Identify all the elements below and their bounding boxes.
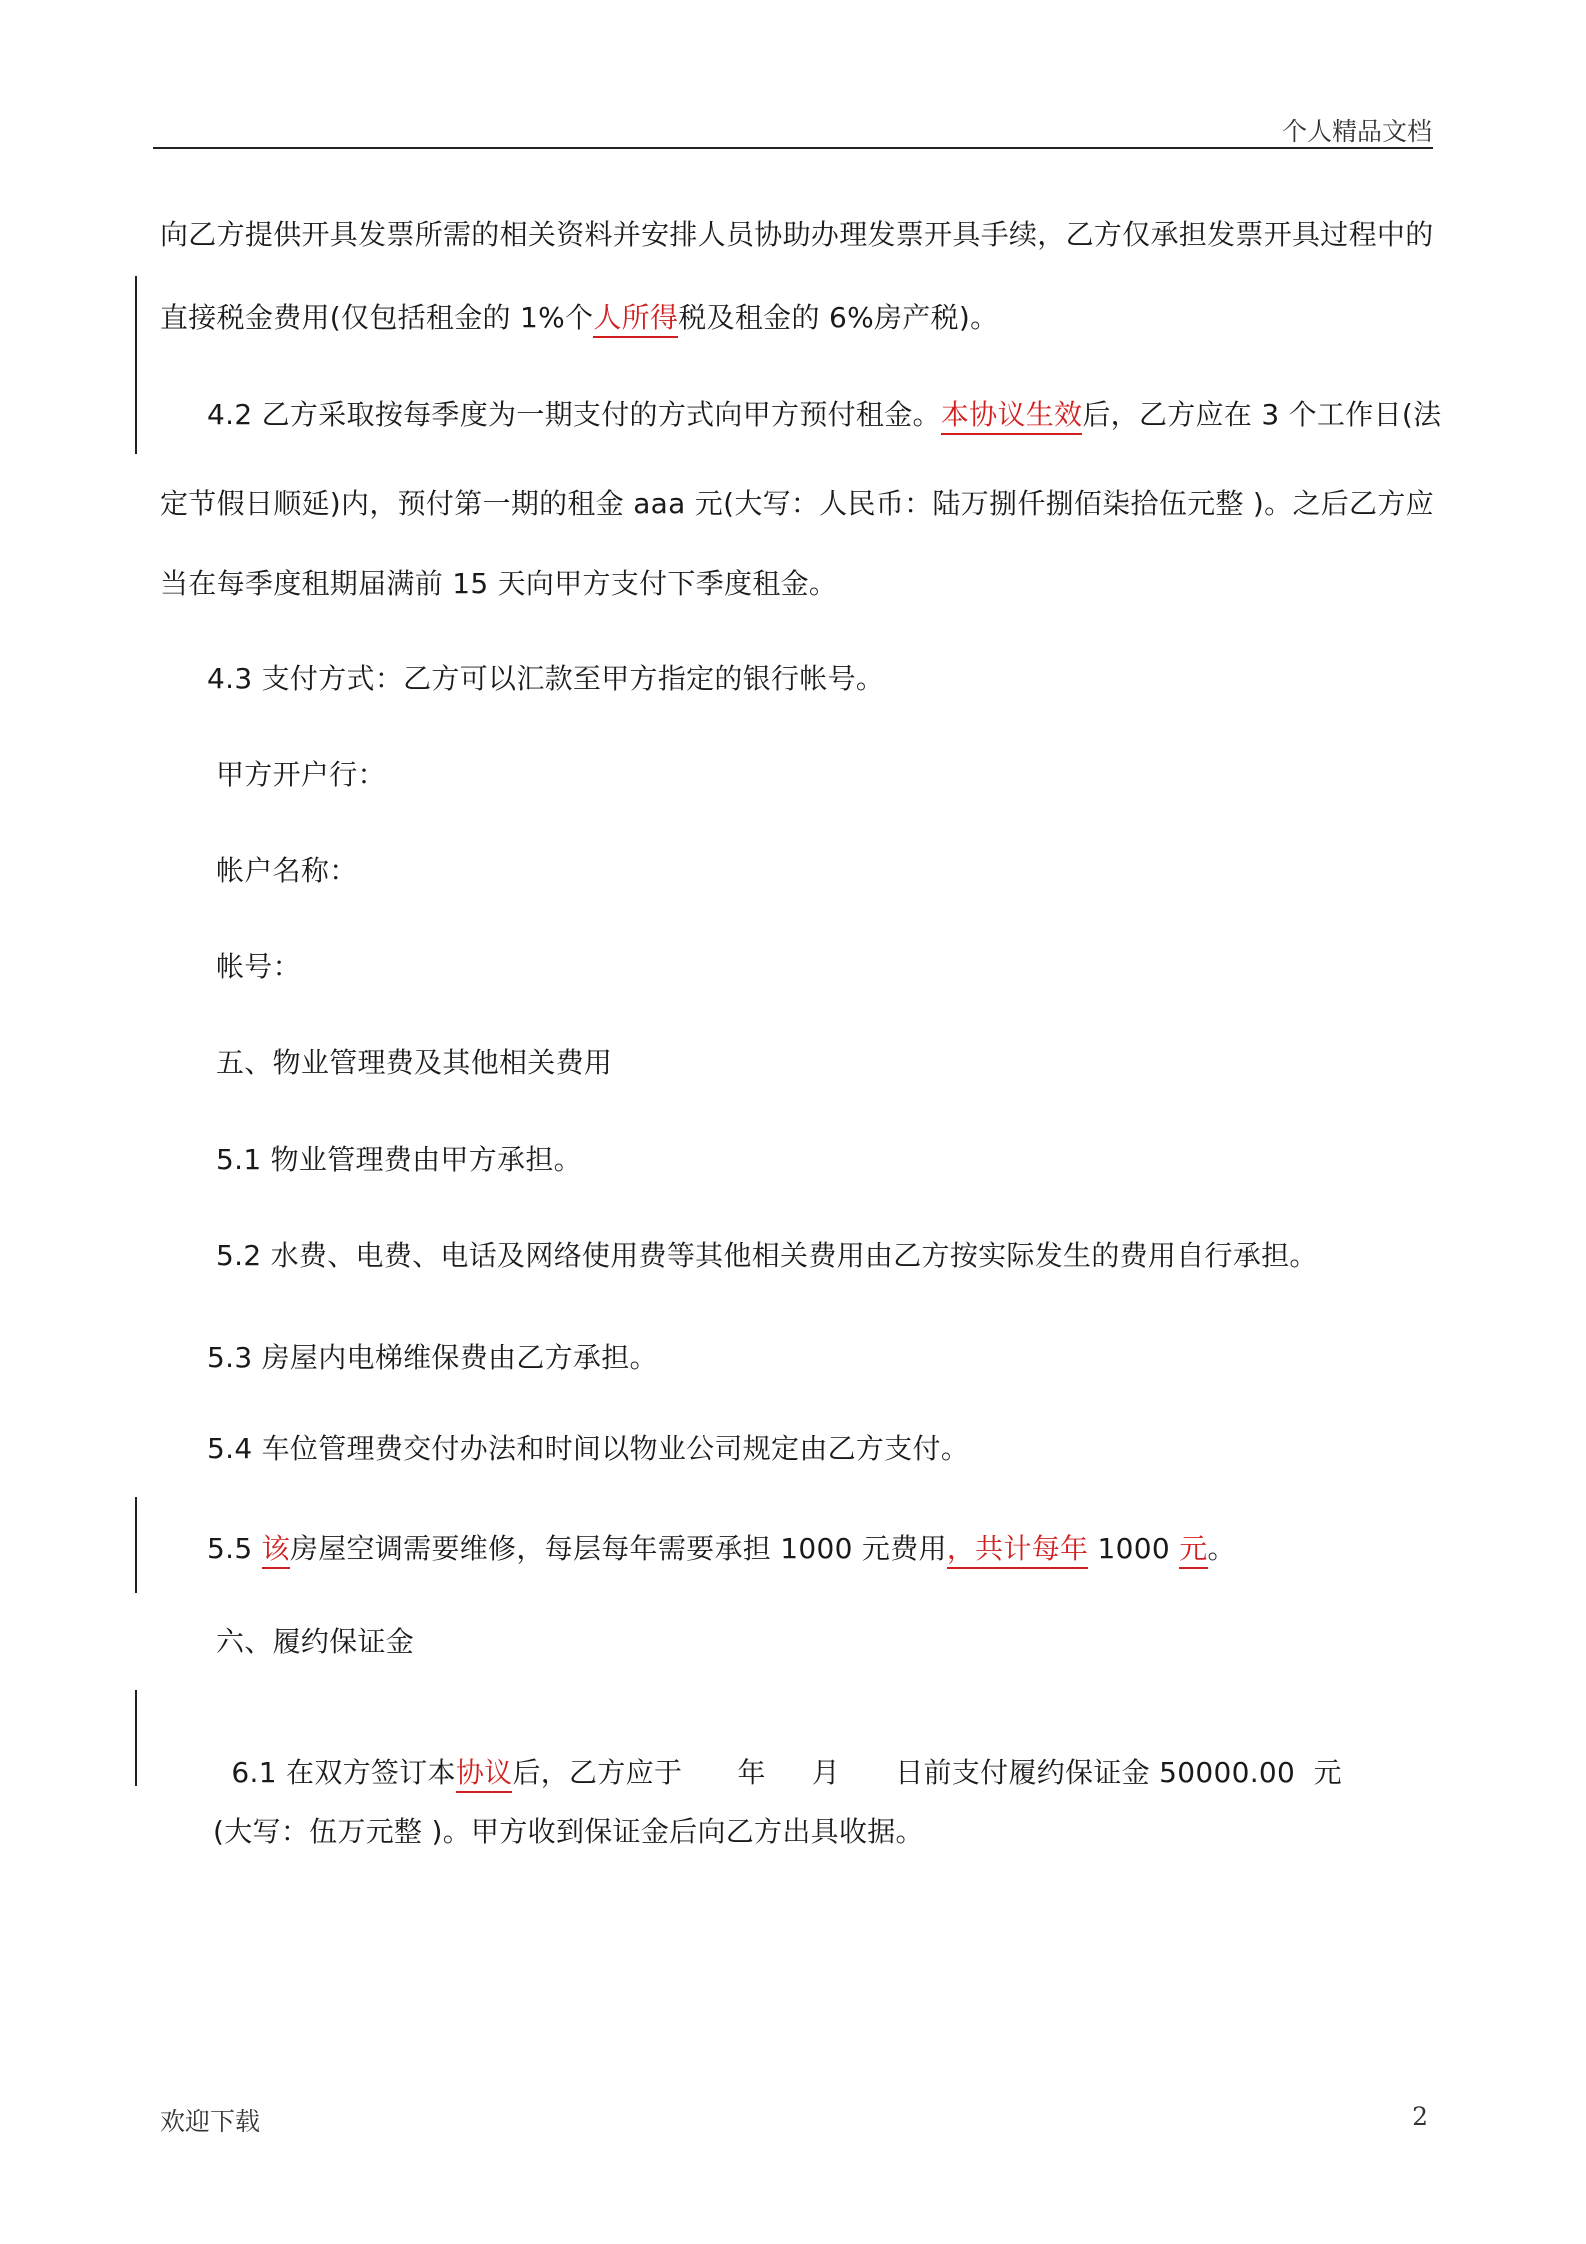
paragraph-line: 4.2 乙方采取按每季度为一期支付的方式向甲方预付租金。本协议生效后，乙方应在 3 个工作日(法 — [207, 393, 1441, 433]
paragraph-line: 向乙方提供开具发票所需的相关资料并安排人员协助办理发票开具手续，乙方仅承担发票开具过程中的 — [160, 218, 1434, 251]
revision-bar — [135, 276, 137, 454]
revision-insert: 元 — [1179, 1532, 1207, 1569]
paragraph-line: 直接税金费用(仅包括租金的 1%个人所得税及租金的 6%房产税)。 — [160, 296, 998, 336]
revision-insert: 该 — [262, 1532, 290, 1569]
bank-name-label: 甲方开户行： — [216, 758, 386, 791]
revision-insert: ，共计每年 — [947, 1532, 1089, 1569]
paragraph-line: 当在每季度租期届满前 15 天向甲方支付下季度租金。 — [160, 567, 838, 600]
footer-text: 欢迎下载 — [160, 2107, 261, 2136]
revision-insert: 协议 — [456, 1756, 513, 1793]
account-name-label: 帐户名称： — [216, 854, 358, 887]
paragraph-line: 5.1 物业管理费由甲方承担。 — [216, 1143, 582, 1176]
paragraph-line: 5.5 该房屋空调需要维修，每层每年需要承担 1000 元费用，共计每年 1000 元。 — [207, 1527, 1236, 1567]
revision-insert: 本协议生效 — [941, 398, 1083, 435]
paragraph-line: (大写：伍万元整 )。甲方收到保证金后向乙方出具收据。 — [213, 1815, 924, 1848]
section-heading: 五、物业管理费及其他相关费用 — [216, 1046, 613, 1079]
paragraph-line: 5.4 车位管理费交付办法和时间以物业公司规定由乙方支付。 — [207, 1432, 970, 1465]
account-number-label: 帐号： — [216, 950, 301, 983]
page-number: 2 — [1412, 2102, 1428, 2131]
header-title: 个人精品文档 — [1281, 117, 1432, 146]
revision-bar — [135, 1690, 137, 1786]
header-divider — [153, 147, 1433, 149]
paragraph-line: 6.1 在双方签订本协议后，乙方应于 年 月 日前支付履约保证金 50000.00 元 — [213, 1718, 1342, 1791]
paragraph-line: 定节假日顺延)内，预付第一期的租金 aaa 元(大写：人民币：陆万捌仟捌佰柒拾伍元整 )。之后乙方应 — [160, 487, 1434, 520]
paragraph-line: 4.3 支付方式：乙方可以汇款至甲方指定的银行帐号。 — [207, 662, 885, 695]
revision-bar — [135, 1497, 137, 1593]
revision-insert: 人所得 — [593, 301, 678, 338]
section-heading: 六、履约保证金 — [216, 1625, 415, 1658]
paragraph-line: 5.3 房屋内电梯维保费由乙方承担。 — [207, 1341, 658, 1374]
paragraph-line: 5.2 水费、电费、电话及网络使用费等其他相关费用由乙方按实际发生的费用自行承担。 — [216, 1239, 1318, 1272]
